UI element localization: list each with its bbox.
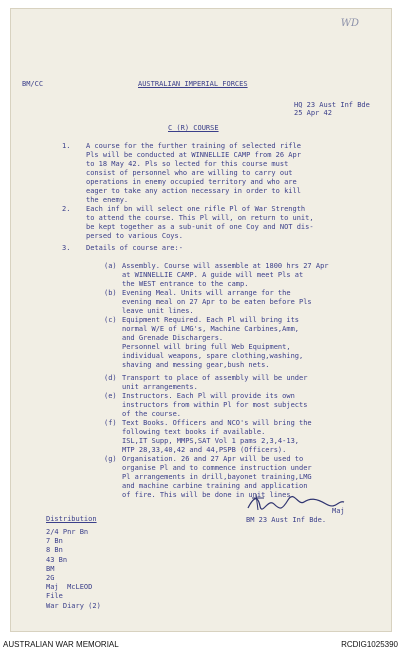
detail-text: Equipment Required. Each Pl will bring its normal W/E of LMG's, Machine Carbines,Amm, and Grenade Dischargers. Personnel will bring full Web Equipment, individual weapons, spare clothing,washing, shaving and messing gear,bush nets. xyxy=(122,316,304,369)
handwritten-note: WD xyxy=(340,18,359,29)
paragraph-text: A course for the further training of selected rifle Pls will be conducted at WINNELLIE CAMP from 26 Apr to 18 May 42. Pls so lected for this course must consist of personnel who are willing to carry out operations in enemy occupied territory and who are eager to take any action necessary in order to kill the enemy. xyxy=(86,142,301,204)
detail-label: (d) xyxy=(104,374,117,382)
paragraph-number: 3. xyxy=(62,244,71,252)
detail-text: Instructors. Each Pl will provide its own instructors from within Pl for most subjects of the course. xyxy=(122,392,308,418)
signature-appointment: BM 23 Aust Inf Bde. xyxy=(246,516,327,524)
detail-text: Text Books. Officers and NCO's will bring the following text books if available. ISL,IT Supp, MMPS,SAT Vol 1 pams 2,3,4-13, MTP 28,33,40,42 and 44,PSPB (Officers). xyxy=(122,419,312,454)
detail-label: (e) xyxy=(104,392,117,400)
detail-label: (f) xyxy=(104,419,117,427)
hq-line: HQ 23 Aust Inf Bde xyxy=(294,101,370,109)
detail-text: Transport to place of assembly will be under unit arrangements. xyxy=(122,374,308,391)
signature-rank: Maj xyxy=(332,507,345,515)
footer-record-id: RCDIG1025390 xyxy=(341,640,398,649)
reference: BM/CC xyxy=(22,80,44,88)
detail-label: (a) xyxy=(104,262,117,270)
distribution-heading: Distribution xyxy=(46,515,97,523)
detail-text: Evening Meal. Units will arrange for the evening meal on 27 Apr to be eaten before Pls leave unit lines. xyxy=(122,289,312,315)
document-title: AUSTRALIAN IMPERIAL FORCES xyxy=(138,80,248,88)
paragraph-text: Details of course are:- xyxy=(86,244,183,252)
paragraph-number: 1. xyxy=(62,142,71,150)
distribution-list: 2/4 Pnr Bn 7 Bn 8 Bn 43 Bn BM 2G Maj McLEOD File War Diary (2) xyxy=(46,528,101,610)
date-line: 25 Apr 42 xyxy=(294,109,332,117)
footer-institution: AUSTRALIAN WAR MEMORIAL xyxy=(3,640,119,649)
detail-label: (g) xyxy=(104,455,117,463)
detail-label: (b) xyxy=(104,289,117,297)
detail-label: (c) xyxy=(104,316,117,324)
signature-scribble-icon xyxy=(246,492,346,514)
paragraph-text: Each inf bn will select one rifle Pl of War Strength to attend the course. This Pl will, on return to unit, be kept together as a sub-unit of one Coy and NOT dis- persed to various Coys. xyxy=(86,205,314,240)
detail-text: Assembly. Course will assemble at 1800 hrs 27 Apr at WINNELLIE CAMP. A guide will meet Pls at the WEST entrance to the camp. xyxy=(122,262,329,288)
archive-footer xyxy=(0,636,401,654)
detail-text: Organisation. 26 and 27 Apr will be used to organise Pl and to commence instruction under Pl arrangements in drill,bayonet training,LMG and machine carbine training and application of fire. This will be done in unit lines. xyxy=(122,455,312,499)
course-heading: C (R) COURSE xyxy=(168,124,219,132)
paragraph-number: 2. xyxy=(62,205,71,213)
